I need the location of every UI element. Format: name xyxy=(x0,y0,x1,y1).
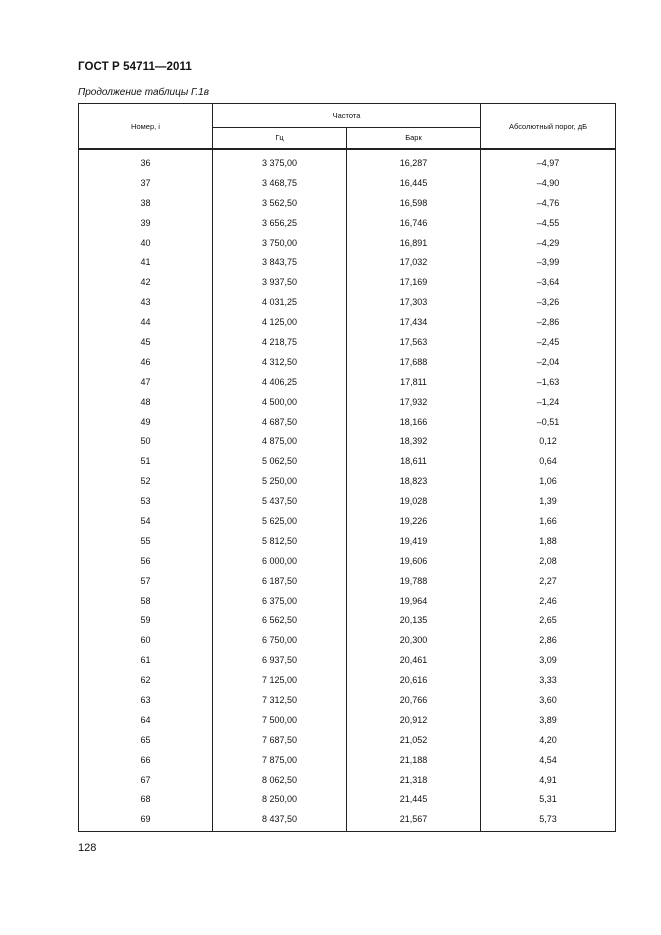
cell-frequency-hz: 6 375,00 xyxy=(213,591,347,611)
table-row xyxy=(79,312,616,332)
cell-frequency-bark: 17,032 xyxy=(347,252,481,272)
cell-threshold: 0,64 xyxy=(481,451,616,471)
cell-number: 65 xyxy=(79,730,213,750)
cell-frequency-bark: 21,318 xyxy=(347,770,481,790)
cell-threshold: 2,08 xyxy=(481,551,616,571)
cell-frequency-hz: 5 250,00 xyxy=(213,471,347,491)
cell-number: 46 xyxy=(79,352,213,372)
cell-frequency-bark: 16,891 xyxy=(347,233,481,253)
table-row xyxy=(79,252,616,272)
cell-frequency-bark: 19,964 xyxy=(347,591,481,611)
cell-threshold: 2,46 xyxy=(481,591,616,611)
table-row xyxy=(79,292,616,312)
cell-frequency-bark: 18,823 xyxy=(347,471,481,491)
cell-number: 63 xyxy=(79,690,213,710)
table-row xyxy=(79,471,616,491)
column-header-bark: Барк xyxy=(347,127,481,149)
cell-threshold: 3,89 xyxy=(481,710,616,730)
cell-frequency-hz: 3 468,75 xyxy=(213,173,347,193)
cell-threshold: –3,99 xyxy=(481,252,616,272)
cell-threshold: 0,12 xyxy=(481,431,616,451)
cell-frequency-bark: 21,445 xyxy=(347,790,481,810)
table-row xyxy=(79,451,616,471)
cell-frequency-bark: 17,303 xyxy=(347,292,481,312)
cell-frequency-hz: 4 125,00 xyxy=(213,312,347,332)
table-row xyxy=(79,431,616,451)
table-row xyxy=(79,650,616,670)
cell-frequency-hz: 8 062,50 xyxy=(213,770,347,790)
cell-frequency-bark: 20,461 xyxy=(347,650,481,670)
cell-frequency-bark: 20,766 xyxy=(347,690,481,710)
cell-threshold: 4,91 xyxy=(481,770,616,790)
cell-number: 39 xyxy=(79,213,213,233)
column-header-threshold: Абсолютный порог, дБ xyxy=(481,104,616,150)
cell-frequency-bark: 20,300 xyxy=(347,630,481,650)
cell-frequency-bark: 17,169 xyxy=(347,272,481,292)
cell-frequency-hz: 7 312,50 xyxy=(213,690,347,710)
cell-frequency-hz: 4 875,00 xyxy=(213,431,347,451)
table-row xyxy=(79,531,616,551)
cell-number: 37 xyxy=(79,173,213,193)
table-row xyxy=(79,272,616,292)
cell-threshold: –1,24 xyxy=(481,392,616,412)
column-header-number: Номер, i xyxy=(79,104,213,150)
table-row xyxy=(79,149,616,173)
cell-number: 62 xyxy=(79,670,213,690)
cell-threshold: 5,31 xyxy=(481,790,616,810)
cell-threshold: –4,55 xyxy=(481,213,616,233)
table-row xyxy=(79,610,616,630)
cell-threshold: –4,90 xyxy=(481,173,616,193)
cell-threshold: 1,88 xyxy=(481,531,616,551)
table-row xyxy=(79,790,616,810)
cell-frequency-hz: 8 250,00 xyxy=(213,790,347,810)
column-header-frequency: Частота xyxy=(213,104,481,128)
cell-number: 51 xyxy=(79,451,213,471)
cell-number: 49 xyxy=(79,412,213,432)
cell-threshold: –4,97 xyxy=(481,149,616,173)
cell-frequency-hz: 3 750,00 xyxy=(213,233,347,253)
table-row xyxy=(79,352,616,372)
cell-number: 54 xyxy=(79,511,213,531)
table-row xyxy=(79,233,616,253)
cell-threshold: –4,76 xyxy=(481,193,616,213)
cell-frequency-hz: 6 937,50 xyxy=(213,650,347,670)
cell-frequency-bark: 21,188 xyxy=(347,750,481,770)
cell-number: 58 xyxy=(79,591,213,611)
cell-number: 44 xyxy=(79,312,213,332)
cell-frequency-bark: 19,028 xyxy=(347,491,481,511)
data-table xyxy=(78,103,616,832)
cell-frequency-bark: 18,611 xyxy=(347,451,481,471)
cell-frequency-bark: 16,445 xyxy=(347,173,481,193)
cell-frequency-bark: 19,606 xyxy=(347,551,481,571)
cell-threshold: 4,54 xyxy=(481,750,616,770)
cell-number: 67 xyxy=(79,770,213,790)
cell-number: 64 xyxy=(79,710,213,730)
table-row xyxy=(79,173,616,193)
table-row xyxy=(79,193,616,213)
table-row xyxy=(79,491,616,511)
cell-threshold: –3,64 xyxy=(481,272,616,292)
cell-threshold: –2,45 xyxy=(481,332,616,352)
cell-number: 38 xyxy=(79,193,213,213)
cell-threshold: –2,86 xyxy=(481,312,616,332)
cell-frequency-hz: 7 500,00 xyxy=(213,710,347,730)
cell-number: 48 xyxy=(79,392,213,412)
cell-frequency-hz: 7 125,00 xyxy=(213,670,347,690)
cell-frequency-bark: 16,287 xyxy=(347,149,481,173)
cell-threshold: 5,73 xyxy=(481,809,616,831)
table-row xyxy=(79,809,616,831)
cell-frequency-bark: 18,166 xyxy=(347,412,481,432)
table-row xyxy=(79,710,616,730)
table-row xyxy=(79,770,616,790)
cell-frequency-bark: 19,226 xyxy=(347,511,481,531)
cell-number: 40 xyxy=(79,233,213,253)
cell-frequency-hz: 3 843,75 xyxy=(213,252,347,272)
cell-threshold: 4,20 xyxy=(481,730,616,750)
cell-threshold: 3,09 xyxy=(481,650,616,670)
cell-number: 36 xyxy=(79,149,213,173)
cell-threshold: 3,60 xyxy=(481,690,616,710)
cell-frequency-hz: 7 875,00 xyxy=(213,750,347,770)
table-row xyxy=(79,372,616,392)
cell-frequency-bark: 20,616 xyxy=(347,670,481,690)
cell-number: 60 xyxy=(79,630,213,650)
cell-number: 69 xyxy=(79,809,213,831)
cell-frequency-bark: 21,567 xyxy=(347,809,481,831)
table-row xyxy=(79,670,616,690)
cell-frequency-hz: 4 312,50 xyxy=(213,352,347,372)
table-row xyxy=(79,630,616,650)
cell-frequency-hz: 5 062,50 xyxy=(213,451,347,471)
cell-number: 41 xyxy=(79,252,213,272)
cell-frequency-bark: 17,434 xyxy=(347,312,481,332)
table-row xyxy=(79,511,616,531)
table-row xyxy=(79,571,616,591)
cell-frequency-bark: 17,688 xyxy=(347,352,481,372)
cell-frequency-hz: 3 375,00 xyxy=(213,149,347,173)
cell-number: 68 xyxy=(79,790,213,810)
cell-number: 59 xyxy=(79,610,213,630)
cell-number: 45 xyxy=(79,332,213,352)
cell-frequency-hz: 5 625,00 xyxy=(213,511,347,531)
cell-number: 55 xyxy=(79,531,213,551)
cell-threshold: 1,39 xyxy=(481,491,616,511)
cell-frequency-bark: 18,392 xyxy=(347,431,481,451)
cell-frequency-hz: 6 187,50 xyxy=(213,571,347,591)
cell-number: 57 xyxy=(79,571,213,591)
cell-threshold: 3,33 xyxy=(481,670,616,690)
cell-threshold: 1,66 xyxy=(481,511,616,531)
cell-threshold: –2,04 xyxy=(481,352,616,372)
cell-threshold: –1,63 xyxy=(481,372,616,392)
cell-number: 56 xyxy=(79,551,213,571)
cell-frequency-bark: 16,598 xyxy=(347,193,481,213)
cell-frequency-hz: 5 812,50 xyxy=(213,531,347,551)
cell-number: 52 xyxy=(79,471,213,491)
cell-number: 43 xyxy=(79,292,213,312)
cell-number: 61 xyxy=(79,650,213,670)
table-row xyxy=(79,392,616,412)
cell-frequency-hz: 5 437,50 xyxy=(213,491,347,511)
cell-frequency-bark: 16,746 xyxy=(347,213,481,233)
cell-frequency-hz: 4 500,00 xyxy=(213,392,347,412)
cell-frequency-hz: 4 687,50 xyxy=(213,412,347,432)
cell-frequency-bark: 19,788 xyxy=(347,571,481,591)
table-row xyxy=(79,332,616,352)
cell-number: 53 xyxy=(79,491,213,511)
cell-frequency-hz: 3 937,50 xyxy=(213,272,347,292)
cell-threshold: –0,51 xyxy=(481,412,616,432)
cell-threshold: –4,29 xyxy=(481,233,616,253)
cell-threshold: 2,27 xyxy=(481,571,616,591)
cell-number: 50 xyxy=(79,431,213,451)
cell-frequency-hz: 4 218,75 xyxy=(213,332,347,352)
cell-frequency-hz: 6 000,00 xyxy=(213,551,347,571)
cell-threshold: 2,65 xyxy=(481,610,616,630)
table-row xyxy=(79,730,616,750)
table-row xyxy=(79,551,616,571)
table-row xyxy=(79,750,616,770)
cell-number: 47 xyxy=(79,372,213,392)
cell-frequency-bark: 17,932 xyxy=(347,392,481,412)
column-header-hz: Гц xyxy=(213,127,347,149)
table-row xyxy=(79,213,616,233)
table-row xyxy=(79,690,616,710)
cell-frequency-bark: 19,419 xyxy=(347,531,481,551)
cell-frequency-bark: 17,811 xyxy=(347,372,481,392)
table-caption: Продолжение таблицы Г.1в xyxy=(78,87,209,98)
cell-frequency-bark: 20,912 xyxy=(347,710,481,730)
cell-frequency-bark: 21,052 xyxy=(347,730,481,750)
cell-frequency-hz: 3 656,25 xyxy=(213,213,347,233)
document-title: ГОСТ Р 54711—2011 xyxy=(78,61,192,73)
cell-frequency-hz: 4 031,25 xyxy=(213,292,347,312)
cell-number: 42 xyxy=(79,272,213,292)
page-number: 128 xyxy=(78,842,97,854)
table-row xyxy=(79,412,616,432)
table-body xyxy=(79,149,616,832)
cell-frequency-hz: 4 406,25 xyxy=(213,372,347,392)
cell-frequency-hz: 6 562,50 xyxy=(213,610,347,630)
cell-threshold: –3,26 xyxy=(481,292,616,312)
cell-frequency-bark: 20,135 xyxy=(347,610,481,630)
cell-threshold: 2,86 xyxy=(481,630,616,650)
cell-frequency-hz: 7 687,50 xyxy=(213,730,347,750)
cell-frequency-hz: 8 437,50 xyxy=(213,809,347,831)
cell-frequency-bark: 17,563 xyxy=(347,332,481,352)
cell-threshold: 1,06 xyxy=(481,471,616,491)
cell-number: 66 xyxy=(79,750,213,770)
cell-frequency-hz: 3 562,50 xyxy=(213,193,347,213)
cell-frequency-hz: 6 750,00 xyxy=(213,630,347,650)
table-row xyxy=(79,591,616,611)
